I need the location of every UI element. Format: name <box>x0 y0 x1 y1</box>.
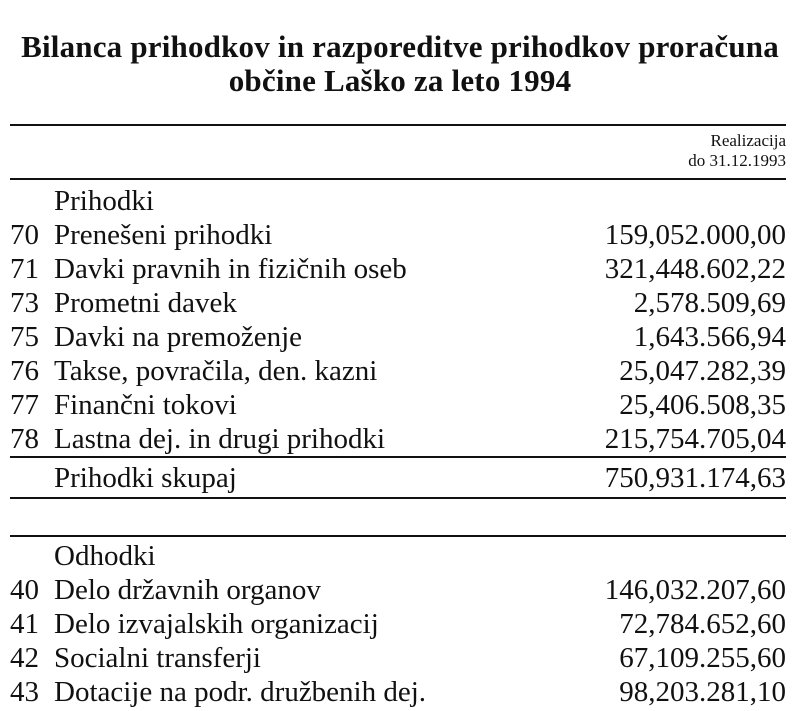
row-code: 41 <box>10 608 39 640</box>
row-code: 70 <box>10 219 39 251</box>
table-row <box>10 422 786 456</box>
row-amount: 67,109.255,60 <box>619 642 786 674</box>
expenses-section-title: Odhodki <box>54 540 156 572</box>
row-amount: 215,754.705,04 <box>604 423 786 455</box>
table-top-rule <box>10 124 786 126</box>
row-label: Prometni davek <box>54 287 237 319</box>
row-label: Dotacije na podr. družbenih dej. <box>54 676 427 708</box>
table-row <box>10 252 786 286</box>
table-row <box>10 641 786 675</box>
column-header-line-2: do 31.12.1993 <box>688 151 786 170</box>
table-row <box>10 607 786 641</box>
row-code: 78 <box>10 423 39 455</box>
row-amount: 321,448.602,22 <box>604 253 786 285</box>
row-amount: 98,203.281,10 <box>619 676 786 708</box>
row-label: Davki pravnih in fizičnih oseb <box>54 253 407 285</box>
row-amount: 1,643.566,94 <box>633 321 786 353</box>
row-code: 71 <box>10 253 39 285</box>
row-code: 73 <box>10 287 39 319</box>
table-row <box>10 354 786 388</box>
document-title-line-2: občine Laško za leto 1994 <box>228 63 572 98</box>
row-label: Lastna dej. in drugi prihodki <box>54 423 386 455</box>
total-separator-rule <box>10 456 786 458</box>
row-label: Takse, povračila, den. kazni <box>54 355 378 387</box>
table-row <box>10 388 786 422</box>
row-label: Delo izvajalskih organizacij <box>54 608 379 640</box>
row-amount: 25,047.282,39 <box>619 355 786 387</box>
row-code: 43 <box>10 676 39 708</box>
row-amount: 159,052.000,00 <box>604 219 786 251</box>
table-row <box>10 286 786 320</box>
row-label: Delo državnih organov <box>54 574 321 606</box>
total-bottom-rule <box>10 497 786 499</box>
table-row <box>10 573 786 607</box>
row-code: 77 <box>10 389 39 421</box>
column-header-line-1: Realizacija <box>710 131 786 150</box>
table-row <box>10 218 786 252</box>
row-code: 40 <box>10 574 39 606</box>
row-label: Finančni tokovi <box>54 389 237 421</box>
row-amount: 25,406.508,35 <box>619 389 786 421</box>
row-label: Prenešeni prihodki <box>54 219 273 251</box>
row-code: 76 <box>10 355 39 387</box>
total-amount: 750,931.174,63 <box>604 462 786 494</box>
table-row <box>10 675 786 709</box>
row-amount: 2,578.509,69 <box>633 287 786 319</box>
row-label: Socialni transferji <box>54 642 261 674</box>
total-label: Prihodki skupaj <box>54 462 237 494</box>
row-amount: 146,032.207,60 <box>604 574 786 606</box>
expenses-top-rule <box>10 535 786 537</box>
row-code: 75 <box>10 321 39 353</box>
total-row <box>10 461 786 495</box>
row-label: Davki na premoženje <box>54 321 303 353</box>
document-title-line-1: Bilanca prihodkov in razporeditve prihodkov proračuna <box>21 29 779 64</box>
row-code: 42 <box>10 642 39 674</box>
table-row <box>10 320 786 354</box>
row-amount: 72,784.652,60 <box>619 608 786 640</box>
header-separator-rule <box>10 178 786 180</box>
income-section-title: Prihodki <box>54 185 154 217</box>
